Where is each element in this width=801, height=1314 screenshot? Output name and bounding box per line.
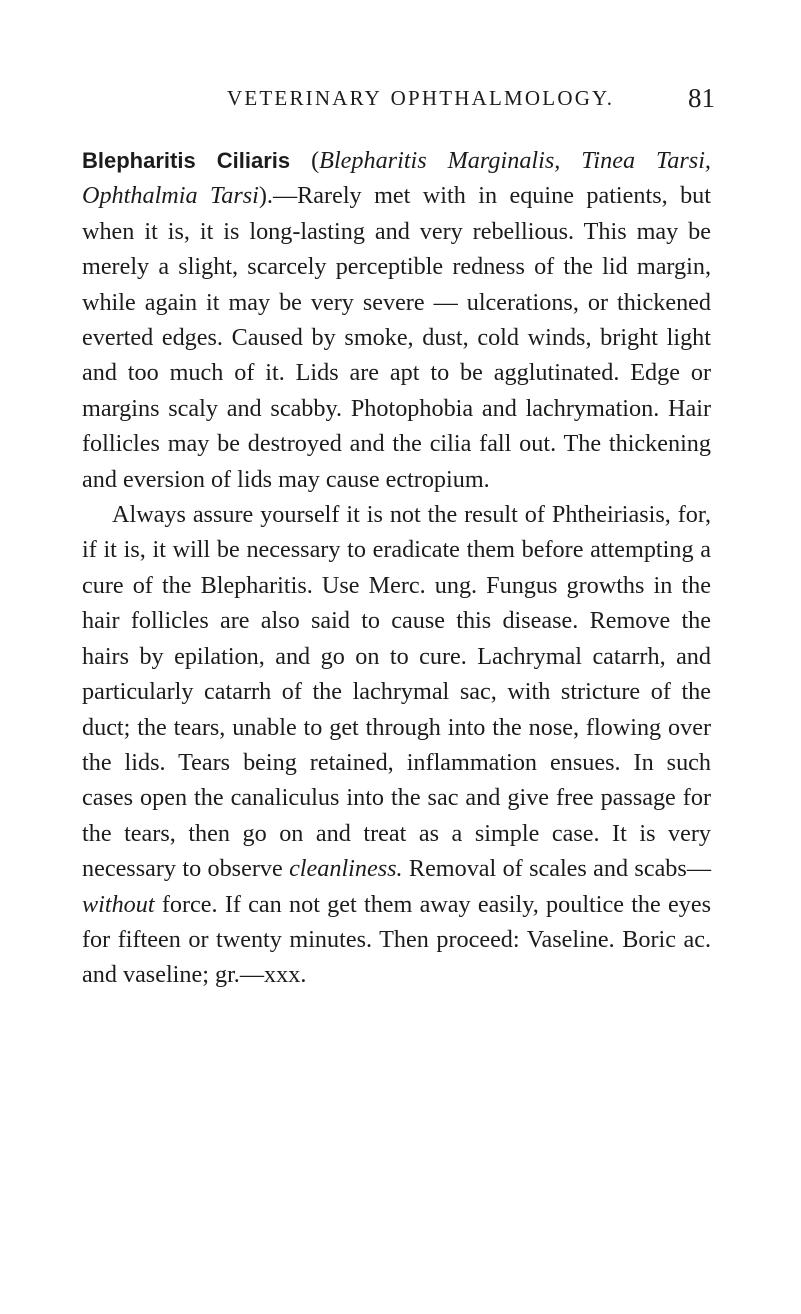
open-paren: ( — [290, 147, 320, 174]
paragraph-2-text-b: Removal of scales and scabs— — [402, 855, 712, 883]
synonyms: Blepharitis Marginalis, Tinea Tarsi, Ophthalmia Tarsi — [82, 147, 711, 210]
body-text — [82, 143, 711, 993]
paragraph-treatment — [82, 497, 711, 993]
close-paren: ). — [258, 182, 273, 210]
running-head-title: VETERINARY OPHTHALMOLOGY. — [227, 86, 615, 110]
running-head — [0, 83, 801, 120]
section-heading: Blepharitis Ciliaris — [82, 148, 291, 173]
paragraph-1-text: —Rarely met with in equine patients, but when it is, it is long-lasting and very rebellious. This may be merely a slight, scarcely perceptible redness of the lid margin, while again it may be very severe — ulcerations, or thickened everted edges. Caused by smoke, dust, cold winds, bright light and too much of it. Lids are apt to be agglutinated. Edge or margins scaly and scabby. Photophobia and lachrymation. Hair follicles may be destroyed and the cilia fall out. The thickening and eversion of lids may cause ectropium. — [82, 182, 711, 493]
paragraph-blepharitis — [82, 143, 711, 497]
paragraph-2-text-c: force. If can not get them away easily, poultice the eyes for fifteen or twenty minutes. Then proceed: Vaseline. Boric ac. and vaseline; gr.—xxx. — [82, 890, 711, 989]
paragraph-2-text-a: Always assure yourself it is not the result of Phtheiriasis, for, if it is, it will be necessary to eradicate them before attempting a cure of the Blepharitis. Use Merc. ung. Fungus growths in the hair follicles are also said to cause this disease. Remove the hairs by epilation, and go on to cure. Lachrymal catarrh, and particularly catarrh of the lachrymal sac, with stricture of the duct; the tears, unable to get through into the nose, flowing over the lids. Tears being retained, inflammation ensues. In such cases open the canaliculus into the sac and give free passage for the tears, then go on and treat as a simple case. It is very necessary to observe — [82, 501, 711, 883]
emphasis-cleanliness: cleanliness. — [289, 855, 403, 883]
emphasis-without: without — [82, 890, 155, 918]
page-number: 81 — [688, 83, 715, 113]
